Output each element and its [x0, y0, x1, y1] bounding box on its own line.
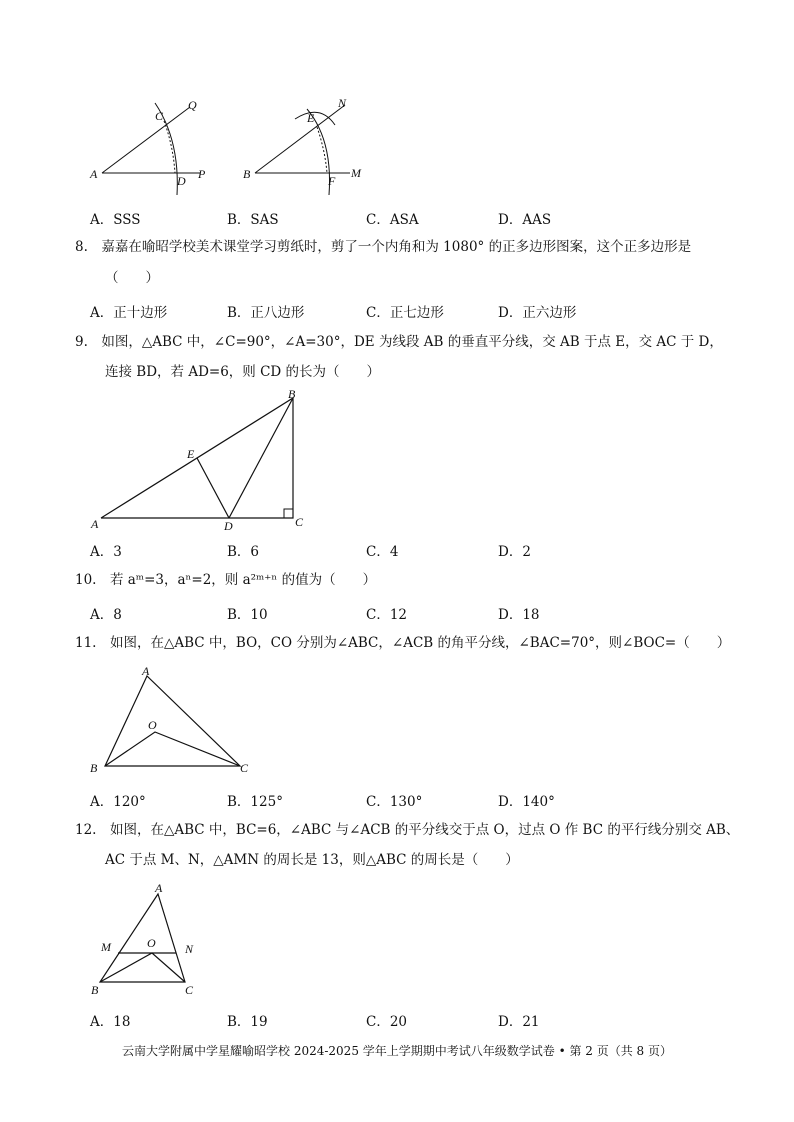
q10-option-b: B．10 [227, 607, 268, 623]
label-O: O [148, 718, 157, 732]
q9-text-line1: 9. 如图，△ABC 中，∠C=90°，∠A=30°，DE 为线段 AB 的垂直平分线，交 AB 于点 E，交 AC 于 D， [75, 334, 723, 350]
q12-text-line2: AC 于点 M、N，△AMN 的周长是 13，则△ABC 的周长是（ ） [105, 852, 519, 868]
label-M: M [101, 940, 111, 954]
q11-option-a: A．120° [90, 794, 146, 810]
label-C: C [295, 515, 304, 529]
q12-option-b: B．19 [227, 1014, 268, 1030]
q8-option-d: D．正六边形 [498, 305, 577, 321]
label-C: C [240, 761, 249, 775]
label-A: A [90, 167, 98, 181]
label-B: B [90, 761, 98, 775]
q10-option-c: C．12 [366, 607, 408, 623]
q12-option-c: C．20 [366, 1014, 408, 1030]
label-C: C [185, 983, 194, 997]
page-footer: 云南大学附属中学星耀喻昭学校 2024-2025 学年上学期期中考试八年级数学试卷 • 第 2 页（共 8 页） [122, 1044, 672, 1058]
label-O: O [147, 936, 156, 950]
label-N: N [338, 96, 347, 110]
q10-option-d: D．18 [498, 607, 540, 623]
q12-figure [85, 880, 210, 998]
label-F: F [328, 174, 336, 188]
q9-figure [85, 388, 315, 533]
q9-text-line2: 连接 BD，若 AD=6，则 CD 的长为（ ） [105, 364, 381, 380]
q9-option-d: D．2 [498, 544, 531, 560]
q10-option-a: A．8 [90, 607, 122, 623]
label-A: A [91, 517, 99, 531]
q9-option-c: C．4 [366, 544, 399, 560]
q7-option-c: C．ASA [366, 212, 419, 228]
label-B: B [91, 983, 99, 997]
label-D: D [177, 174, 186, 188]
q11-option-b: B．125° [227, 794, 283, 810]
q12-option-a: A．18 [90, 1014, 131, 1030]
label-A: A [155, 881, 163, 895]
q12-option-d: D．21 [498, 1014, 540, 1030]
q7-figure-left [85, 95, 220, 200]
label-B: B [288, 388, 296, 401]
label-E: E [187, 447, 195, 461]
label-B: B [243, 167, 251, 181]
label-A: A [142, 664, 150, 678]
q7-figure-right [235, 95, 370, 200]
q7-option-b: B．SAS [227, 212, 279, 228]
q8-option-b: B．正八边形 [227, 305, 305, 321]
label-C: C [155, 109, 164, 123]
q12-text-line1: 12. 如图，在△ABC 中，BC=6，∠ABC 与∠ACB 的平分线交于点 O，过点 O 作 BC 的平行线分别交 AB、 [75, 822, 740, 838]
label-M: M [351, 166, 361, 180]
q7-option-a: A．SSS [90, 212, 141, 228]
q7-option-d: D．AAS [498, 212, 552, 228]
label-N: N [185, 942, 194, 956]
q8-text-line1: 8. 嘉嘉在喻昭学校美术课堂学习剪纸时，剪了一个内角和为 1080° 的正多边形图案，这个正多边形是 [75, 239, 692, 255]
label-D: D [224, 519, 233, 533]
label-Q: Q [188, 98, 197, 112]
q8-text-line2: （ ） [105, 270, 159, 286]
q10-text: 10. 若 aᵐ=3，aⁿ=2，则 a²ᵐ⁺ⁿ 的值为（ ） [75, 572, 377, 588]
q11-option-c: C．130° [366, 794, 423, 810]
label-P: P [198, 167, 206, 181]
q8-option-a: A．正十边形 [90, 305, 168, 321]
label-E: E [307, 111, 315, 125]
q11-text: 11. 如图，在△ABC 中，BO，CO 分别为∠ABC，∠ACB 的角平分线，∠BAC=70°，则∠BOC=（ ） [75, 635, 731, 651]
q11-figure [85, 662, 260, 777]
q8-option-c: C．正七边形 [366, 305, 444, 321]
q9-option-b: B．6 [227, 544, 260, 560]
q11-option-d: D．140° [498, 794, 555, 810]
q9-option-a: A．3 [90, 544, 122, 560]
